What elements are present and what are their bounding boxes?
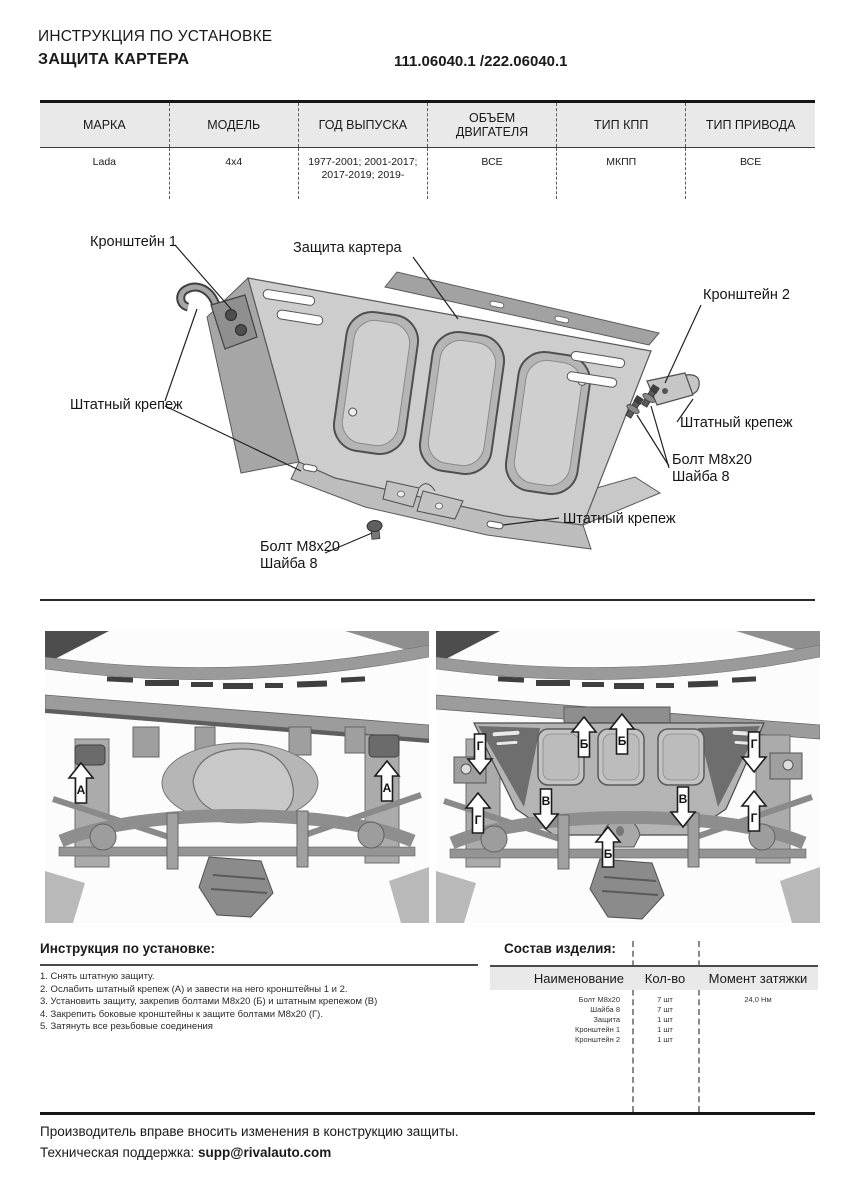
svg-text:Г: Г — [750, 811, 758, 825]
svg-text:А: А — [382, 781, 392, 795]
item-qty: 7 шт — [657, 995, 673, 1004]
svg-text:В: В — [678, 792, 688, 806]
spec-gearbox: МКПП — [557, 148, 686, 200]
svg-text:Г: Г — [474, 813, 482, 827]
photo-underbody-before — [45, 631, 429, 923]
doc-type-heading: ИНСТРУКЦИЯ ПО УСТАНОВКЕ — [38, 28, 273, 45]
svg-text:Б: Б — [603, 847, 613, 861]
label-bracket-2: Кронштейн 2 — [703, 287, 790, 303]
composition-title: Состав изделия: — [504, 941, 622, 956]
spec-col-model: МОДЕЛЬ — [169, 102, 298, 148]
instructions-divider — [40, 964, 478, 966]
item-name: Кронштейн 2 — [575, 1035, 620, 1044]
support-label: Техническая поддержка: — [40, 1145, 199, 1160]
table-row — [490, 1005, 818, 1015]
label-bracket-1: Кронштейн 1 — [90, 234, 177, 250]
table-row — [490, 1025, 818, 1035]
instruction-step: 4. Закрепить боковые кронштейны к защите болтами М8х20 (Г). — [40, 1008, 323, 1020]
part-numbers: 111.06040.1 /222.06040.1 — [394, 53, 568, 70]
composition-col-qty: Кол-во — [644, 971, 686, 986]
spec-col-year: ГОД ВЫПУСКА — [298, 102, 427, 148]
table-row — [490, 995, 818, 1005]
instructions-list — [40, 971, 485, 1034]
label-bolt-bottom-2: Шайба 8 — [260, 556, 318, 572]
label-bolt-right-1: Болт М8х20 — [672, 452, 752, 468]
table-row — [490, 1015, 818, 1025]
table-row — [490, 1035, 818, 1045]
skid-plate-diagram — [35, 225, 815, 605]
support-email: supp@rivalauto.com — [198, 1145, 332, 1160]
mount-point-left — [75, 745, 105, 765]
svg-text:В: В — [541, 794, 551, 808]
spec-model: 4x4 — [169, 148, 298, 200]
item-qty: 7 шт — [657, 1005, 673, 1014]
composition-col-name: Наименование — [533, 971, 624, 986]
item-name: Болт М8х20 — [578, 995, 620, 1004]
spec-col-engine: ОБЪЕМ ДВИГАТЕЛЯ — [427, 102, 556, 148]
instruction-step: 2. Ослабить штатный крепеж (А) и завести на него кронштейны 1 и 2. — [40, 983, 348, 995]
label-bolt-bottom-1: Болт М8х20 — [260, 539, 340, 555]
bolt-m8x20-bottom — [367, 520, 384, 540]
spec-drive: ВСЕ — [740, 156, 762, 168]
label-stock-fastener-left: Штатный крепеж — [70, 397, 183, 413]
svg-text:Б: Б — [617, 734, 627, 748]
instruction-step: 5. Затянуть все резьбовые соединения — [40, 1021, 213, 1032]
photo-underbody-after — [436, 631, 820, 923]
item-name: Защита — [593, 1015, 620, 1024]
spec-header-row — [40, 102, 815, 148]
footer-divider — [40, 1112, 815, 1115]
svg-text:Б: Б — [579, 737, 589, 751]
item-torque: 24,0 Нм — [744, 995, 772, 1004]
spec-year: 1977-2001; 2001-2017; 2017-2019; 2019- — [298, 148, 427, 200]
footer-note: Производитель вправе вносить изменения в конструкцию защиты. — [40, 1124, 459, 1139]
instruction-step: 3. Установить защиту, закрепив болтами М8х20 (Б) и штатным крепежом (В) — [40, 996, 378, 1007]
instruction-step: 1. Снять штатную защиту. — [40, 971, 155, 982]
page-title: ЗАЩИТА КАРТЕРА — [38, 51, 190, 68]
svg-text:Г: Г — [750, 737, 758, 751]
spec-col-drive: ТИП ПРИВОДА — [686, 102, 815, 148]
label-stock-fastener-right: Штатный крепеж — [680, 415, 793, 431]
spec-value-row — [40, 148, 815, 200]
section-divider — [40, 599, 815, 601]
instructions-title: Инструкция по установке: — [40, 941, 215, 956]
footer-support — [40, 1145, 331, 1160]
item-qty: 1 шт — [657, 1035, 673, 1044]
svg-text:Г: Г — [476, 739, 484, 753]
composition-rows — [490, 995, 818, 1045]
label-plate: Защита картера — [293, 240, 402, 256]
composition-col-torque: Момент затяжки — [708, 971, 808, 986]
mount-point-right — [369, 735, 399, 757]
vehicle-spec-table — [40, 100, 815, 199]
composition-header — [490, 967, 818, 990]
item-name: Кронштейн 1 — [575, 1025, 620, 1034]
label-stock-fastener-bottom: Штатный крепеж — [563, 511, 676, 527]
item-name: Шайба 8 — [590, 1005, 620, 1014]
label-bolt-right-2: Шайба 8 — [672, 469, 730, 485]
item-qty: 1 шт — [657, 1025, 673, 1034]
item-qty: 1 шт — [657, 1015, 673, 1024]
svg-text:А: А — [76, 783, 86, 797]
spec-brand: Lada — [40, 148, 169, 200]
spec-col-brand: МАРКА — [40, 102, 169, 148]
spec-col-gearbox: ТИП КПП — [557, 102, 686, 148]
spec-engine: ВСЕ — [427, 148, 556, 200]
composition-table — [490, 941, 818, 1112]
